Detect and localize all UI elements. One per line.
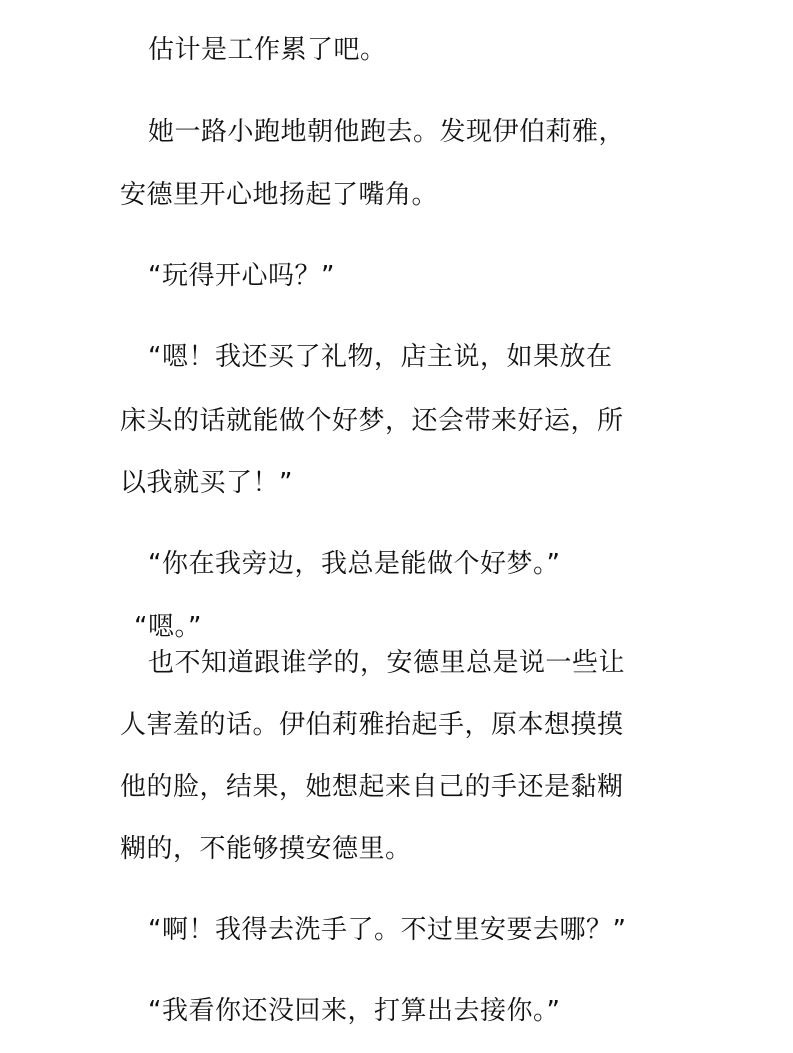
text-line: “我看你还没回来，打算出去接你。” [148, 996, 561, 1026]
text-line: 他的脸，结果，她想起来自己的手还是黏糊 [120, 772, 624, 802]
text-line: 床头的话就能做个好梦，还会带来好运，所 [120, 406, 624, 436]
text-line: 安德里开心地扬起了嘴角。 [120, 180, 439, 210]
text-line: 以我就买了！” [120, 468, 293, 498]
text-line: 估计是工作累了吧。 [148, 35, 387, 65]
text-line: “啊！我得去洗手了。不过里安要去哪？” [148, 915, 627, 945]
text-line: 糊的，不能够摸安德里。 [120, 834, 412, 864]
text-line: “你在我旁边，我总是能做个好梦。” [148, 549, 561, 579]
text-line: 也不知道跟谁学的，安德里总是说一些让 [148, 648, 626, 678]
text-line: 人害羞的话。伊伯莉雅抬起手，原本想摸摸 [120, 710, 624, 740]
text-line: “嗯！我还买了礼物，店主说，如果放在 [148, 342, 613, 372]
text-line: 她一路小跑地朝他跑去。发现伊伯莉雅， [148, 117, 626, 147]
text-line: “玩得开心吗？” [148, 261, 335, 291]
text-line: “嗯。” [134, 612, 202, 642]
